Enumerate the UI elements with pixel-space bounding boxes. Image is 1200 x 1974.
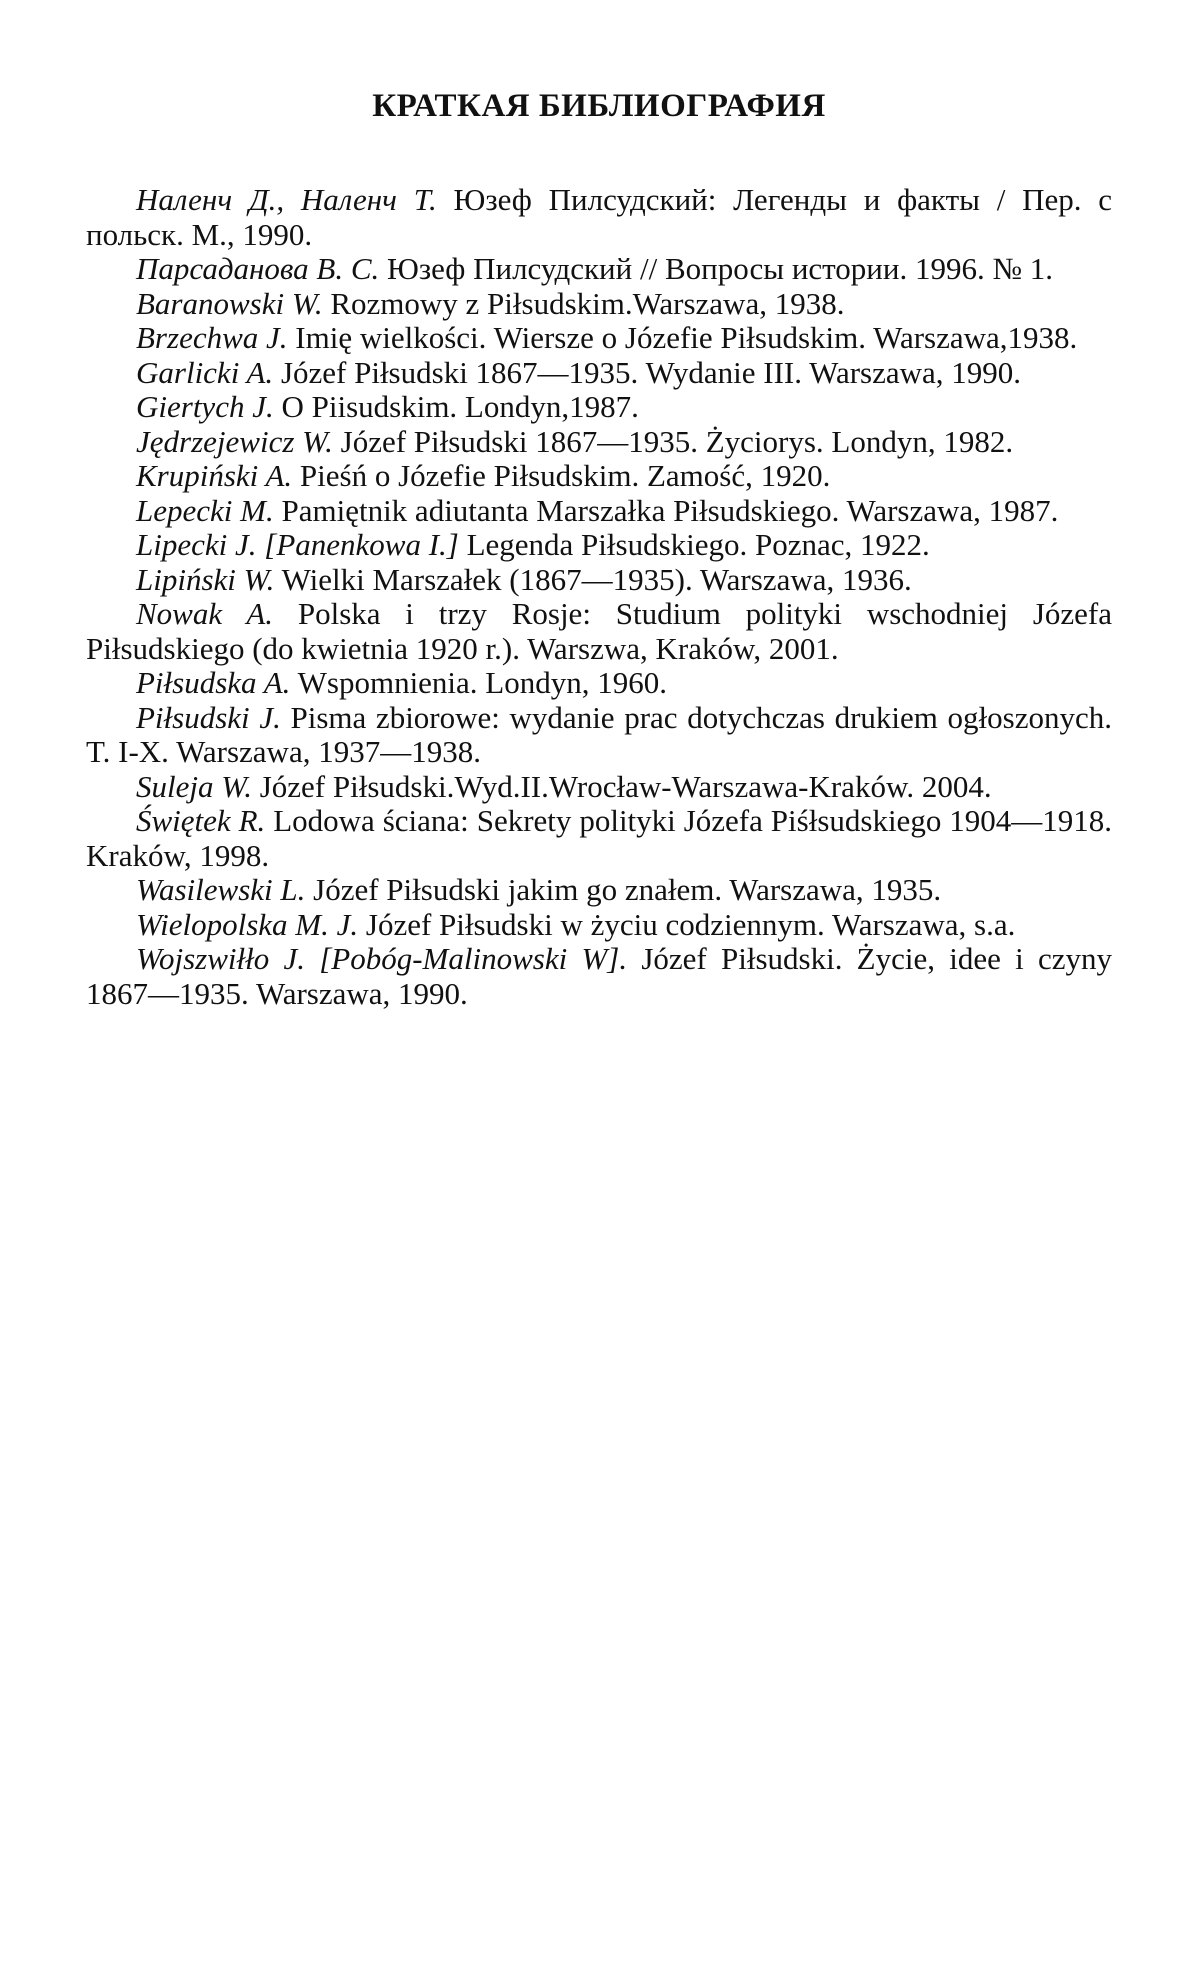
bibliography-entry <box>86 459 1112 494</box>
entry-author: Krupiński A. <box>136 458 293 493</box>
entry-text: Pieśń o Józefie Piłsudskim. Zamość, 1920. <box>292 458 831 493</box>
entry-text: Józef Piłsudski 1867—1935. Życiorys. Londyn, 1982. <box>332 423 1014 459</box>
bibliography-entry <box>86 804 1112 873</box>
entry-text: Józef Piłsudski.Wyd.II.Wrocław-Warszawa-Kraków. 2004. <box>251 768 992 804</box>
bibliography-entry <box>86 873 1112 908</box>
entry-text: Józef Piłsudski. Życie, idee i czyny 1867—1935. Warszawa, 1990. <box>86 941 1112 1011</box>
entry-author: Piłsudski J. <box>136 699 281 735</box>
bibliography-entry <box>86 908 1112 943</box>
entry-text: O Piisudskim. Londyn,1987. <box>273 389 639 424</box>
entry-text: Pamiętnik adiutanta Marszałka Piłsudskiego. Warszawa, 1987. <box>273 492 1059 528</box>
bibliography-page <box>86 76 1112 1011</box>
entry-author: Lipiński W. <box>136 561 275 597</box>
bibliography-entry <box>86 770 1112 805</box>
entry-author: Świętek R. <box>136 803 266 838</box>
bibliography-entry <box>86 390 1112 425</box>
bibliography-entry <box>86 942 1112 1011</box>
bibliography-entry <box>86 356 1112 391</box>
entry-author: Наленч Д., Наленч Т. <box>136 182 437 217</box>
entry-author: Garlicki A. <box>136 354 274 390</box>
bibliography-entry <box>86 666 1112 701</box>
entry-author: Wielopolska M. J. <box>136 906 359 942</box>
entry-text: Pisma zbiorowe: wydanie prac dotychczas drukiem ogłoszonych. T. I-X. Warszawa, 1937—1938. <box>86 699 1112 769</box>
entry-author: Nowak A. <box>136 596 274 631</box>
entry-author: Lipecki J. [Panenkowa I.] <box>136 527 459 562</box>
entry-author: Jędrzejewicz W. <box>136 423 333 459</box>
entry-text: Legenda Piłsudskiego. Poznac, 1922. <box>458 527 930 562</box>
bibliography-list <box>86 183 1112 1011</box>
entry-text: Wielki Marszałek (1867—1935). Warszawa, 1936. <box>274 561 912 597</box>
bibliography-entry <box>86 597 1112 666</box>
bibliography-entry <box>86 321 1112 356</box>
entry-text: Юзеф Пилсудский // Вопросы истории. 1996. № 1. <box>379 251 1054 286</box>
bibliography-entry <box>86 252 1112 287</box>
entry-text: Wspomnienia. Londyn, 1960. <box>290 665 667 700</box>
entry-author: Giertych J. <box>136 389 274 424</box>
bibliography-entry <box>86 701 1112 770</box>
entry-author: Wasilewski L. <box>136 872 306 907</box>
entry-text: Józef Piłsudski 1867—1935. Wydanie III. Warszawa, 1990. <box>273 354 1022 390</box>
entry-author: Парсаданова В. С. <box>136 251 380 286</box>
bibliography-entry <box>86 563 1112 598</box>
entry-text: Józef Piłsudski jakim go znałem. Warszawa, 1935. <box>305 872 942 907</box>
entry-text: Polska i trzy Rosje: Studium polityki wschodniej Józefa Piłsudskiego (do kwietnia 1920 r.). Warszwa, Kraków, 2001. <box>86 596 1112 666</box>
entry-author: Baranowski W. <box>136 285 323 321</box>
entry-text: Rozmowy z Piłsudskim.Warszawa, 1938. <box>322 285 845 321</box>
entry-text: Юзеф Пилсудский: Легенды и факты / Пер. с польск. М., 1990. <box>86 182 1113 252</box>
bibliography-entry <box>86 183 1112 252</box>
entry-text: Imię wielkości. Wiersze o Józefie Piłsudskim. Warszawa,1938. <box>287 320 1078 355</box>
entry-author: Wojszwiłło J. [Pobóg-Malinowski W]. <box>136 941 628 976</box>
entry-author: Piłsudska A. <box>136 665 291 700</box>
page-title: КРАТКАЯ БИБЛИОГРАФИЯ <box>372 88 826 124</box>
bibliography-entry <box>86 528 1112 563</box>
entry-text: Józef Piłsudski w życiu codziennym. Warszawa, s.a. <box>358 906 1016 942</box>
bibliography-entry <box>86 287 1112 322</box>
bibliography-entry <box>86 494 1112 529</box>
bibliography-entry <box>86 425 1112 460</box>
entry-author: Lepecki M. <box>136 492 274 528</box>
entry-author: Brzechwa J. <box>136 320 288 355</box>
entry-text: Lodowa ściana: Sekrety polityki Józefa Piśłsudskiego 1904—1918. Kraków, 1998. <box>86 803 1112 873</box>
entry-author: Suleja W. <box>136 768 252 804</box>
